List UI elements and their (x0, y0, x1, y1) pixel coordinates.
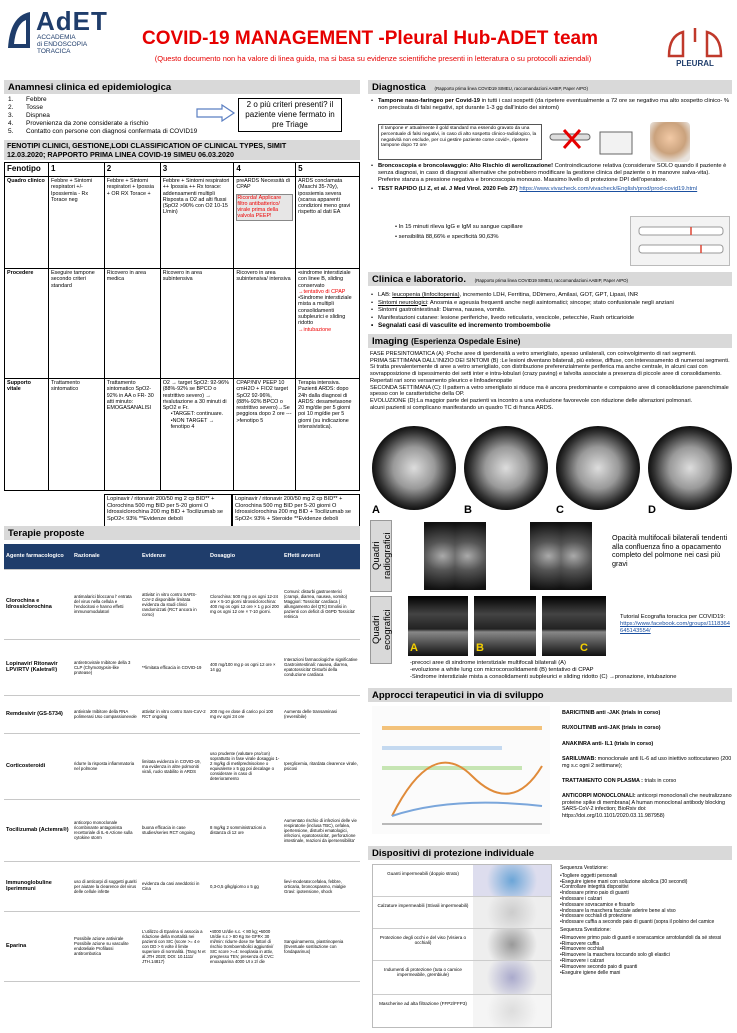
cell-text: preARDS Necessità di CPAP (236, 178, 291, 191)
logo-main: AdET (36, 6, 108, 36)
fenotipo-head: 3 (160, 163, 234, 177)
cell: antimalarici bloccano l' entrata del virus nella cellula e l'endocitosi e hanno effetti immunomodulatori (72, 569, 140, 639)
col-header: Razionale (72, 544, 140, 569)
cell: •4000 UI/die s.c. < 80 kg; •6000 UI/die s.c > 80 Kg Se GFR< 30 ml/min: ridurre dose Se fattori di rischio tromboembolici aggiuntivi/ SIC score >=4: neoplasia in attiv, pregresso TEV, presenza di CVC: enoxaparina 4000 UI x 2/ die (208, 911, 282, 981)
tampone-note: Il tampone e' attualmente il gold standard ma essendo gravato da una percentuale di falsi negativi, in caso di alto sospetto clinico-radiologico, la negatività non esclude, per cui gestire paziente come covid+, ripetere tampone dopo 72 ore (378, 124, 542, 160)
fenotipi-foot-right: Lopinavir / ritonavir 200/50 mg 2 cp BID** + Clorochina 500 mg BID per 5-20 giorni O Idrossiclorochina 200 mg BID + Tocilizumab se SpO2< 93% + Steroide **Evidenze deboli (232, 494, 360, 538)
cell-text: →intubazione (298, 326, 332, 333)
fenotipo-head: 1 (48, 163, 104, 177)
anamnesi-header: Anamnesi clinica ed epidemiologica (4, 80, 360, 94)
cell: 200 mg ev dose di carico poi 100 mg ev ogni 24 ore (208, 695, 282, 733)
svest-item: •Rimuovere la maschera toccando solo gli elastici (560, 952, 670, 959)
ct-image (648, 426, 732, 510)
ct-image (464, 426, 548, 510)
phase-a: FASE PRESINTOMATICA (A) :Poche aree di iperdensità a vetro smerigliato, spesso unilaterali, con coinvolgimento di rari segmenti. (370, 351, 697, 357)
phase-b: PRIMA SETTIMANA DALL'INIZIO DEI SINTOMI (B) :Le lesioni diventano bilaterali, più estese, diffuse, con interessamento di numerosi segmenti. Si tratta prevalentemente di aree a vetro smerigliato, con distribuzione preferenzialmente periferica ma anche centrale, in alcuni casi con sovrapposizione di ispessimento dei setti inter e intra-lobulari (crazy paving) e talvolta associate a presenza di piccole aree di consolidamento. Repertati rari sono versamento pleurico e linfoadenopatie (370, 357, 730, 384)
svest-item: •Rimuovere primo paio di guanti e sovracamice arrotolandoli da sé stessi (560, 934, 722, 941)
dpi-row: Indumenti di protezione (tuta o camice impermeabile, grembiule) (373, 961, 551, 995)
cell-text: •NON TARGET → fenotipo 4 (170, 417, 215, 431)
drug-name: Lopinavir/ Ritonavir LPV/RTV (Kaletra®) (4, 639, 72, 695)
vest-item: •Eseguire igiene mani con soluzione alcolica (30 secondi) (560, 878, 688, 885)
diagnostica-list-2 (370, 163, 730, 193)
eco-label: Quadri ecografici (371, 609, 393, 651)
reminder-text: Ricorda! Applicare filtro antibatterico/ virale prima della valvola PEEP! (237, 194, 282, 220)
phase-d: EVOLUZIONE (D):La maggior parte dei pazienti va incontro a una evoluzione favorevole con riduzione delle alterazioni polmonari. (370, 397, 693, 404)
cell: lievi-moderate:cefalea, febbre, orticaria, broncospasmo, mialgie Gravi: ipotensione, shock (282, 861, 360, 911)
cell-text: →tentativo di CPAP (298, 288, 346, 295)
list-item: • Manifestazioni cutanee: lesione periferiche, livedo reticularis, vescicole, petecchie, Rash orticarioide (370, 315, 732, 323)
approach-item: TRATTAMENTO CON PLASMA : trials in corso (562, 778, 677, 785)
fenotipi-title2: 12.03.2020; RAPPORTO PRIMA LINEA COVID-19 SIMEU 06.03.2020 (7, 150, 235, 159)
pleural-logo (664, 28, 726, 72)
table-row (4, 639, 360, 695)
fenotipi-foot-left: Lopinavir / ritonavir 200/50 mg 2 cp BID** + Clorochina 500 mg BID per 5-20 giorni O Idrossiclorochina 200 mg BID + Tocilizumab se SpO2< 93% **Evidenze deboli (104, 494, 232, 538)
table-row (4, 911, 360, 981)
list-item: • Broncoscopia e broncolavaggio: Alto Rischio di aerolizzazione! Controindicazione relativa (considerare SOLO quando il paziente è senza diagnosi, in caso di diagnosi alternative che potrebbero modificare la gestione clinica del paziente o in manovre salva-vita). Preferire stanza a pressione negativa e broncoscopia monouso. Massimo livello di protezione DPI dell'operatore. (370, 163, 730, 184)
drug-name: Tocilizumab (Actemra®) (4, 799, 72, 861)
fenotipi-title1: FENOTIPI CLINICI, GESTIONE,LODI CLASSIFICATION OF CLINICAL TYPES, SIMIT (7, 141, 287, 150)
gown-icon (473, 961, 551, 994)
vest-item: •Indossare i calzari (560, 895, 603, 902)
eco-description (410, 660, 734, 681)
cell (160, 379, 234, 491)
imaging-title: Imaging (372, 336, 409, 347)
cell: uso di anticorpi di soggetti guariti per aiutare la clearence del virus delle cellule infette (72, 861, 140, 911)
vest-item: •Indossare occhiali di protezione (560, 913, 632, 920)
cell: limitata evidenza in COVID-19, ma evidenza in altre polmoniti virali, ruolo stabilito in ARDS (140, 733, 208, 799)
approcci-figure (372, 706, 550, 834)
drug-name: Immunoglobuline Iperimmuni (4, 861, 72, 911)
cell: Trattamento sintomatico (48, 379, 104, 491)
anamnesi-item: 1. Febbre (8, 96, 47, 103)
cell-text: •Sindrome interstiziale mista a multipli consolidamenti subpleurici e sliding ridotto (298, 295, 352, 327)
fenotipi-table (4, 162, 360, 491)
col-header: Dosaggio (208, 544, 282, 569)
logo-sub3: TORACICA (37, 48, 71, 55)
ct-label: C (556, 504, 564, 516)
approach-item: SARILUMAB: monoclonale anti IL-6 ad uso iniettivo sottocutaneo (200 mg s.c ogni 2 settimane); (562, 756, 732, 769)
cell-text: •TARGET: continuare. (170, 411, 224, 418)
diagnostica-note: (Rapporto prima linea COVID19 SIMEU, raccomandazioni AABIP, Paper AIPO) (434, 86, 588, 91)
cell: Ricovero in area medica (104, 269, 160, 379)
gloves-icon (473, 865, 551, 896)
cell: Eseguire tampone secondo criteri standard (48, 269, 104, 379)
cell: antiretrovirale Inibitore della 3 CLP (Chymotrypsin-like protease) (72, 639, 140, 695)
table-row (5, 379, 360, 491)
cell: Febbre + Sintomi respiratori + Ipossia + OR RX Torace + (104, 177, 160, 269)
table-row (5, 269, 360, 379)
dpi-row: Calzature impermeabili (Stivali impermeabili) (373, 897, 551, 929)
vest-item: •Indossare la maschera facciale aderire bene al viso (560, 907, 676, 914)
cell-text: •sindrome interstiziale con linee B, sliding conservato (298, 270, 351, 289)
terapie-header: Terapie proposte (4, 526, 360, 540)
goggles-icon (473, 929, 551, 960)
cell: attivita' in vitro contro SARS-CoV-2 disponibile limitata evidenza da studi clinici randomizzati (RCT ancora in corso) (140, 569, 208, 639)
table-row (5, 177, 360, 269)
rapid-test-image (630, 216, 730, 266)
cell: 8 mg/kg 2 somministrazioni a distanza di 12 ore (208, 799, 282, 861)
cell: Trattamento sintomatico SpO2- 92% in AA o FR- 30 atti minuto: EMOGASANALISI (104, 379, 160, 491)
test-line: • sensibilità 88,66% e specificità 90,63% (395, 234, 499, 240)
us-image (542, 596, 606, 656)
dpi-table (372, 864, 552, 1028)
svest-item: •Rimuovere cuffia (560, 940, 600, 947)
cpap-reminder (236, 194, 293, 221)
cell (234, 177, 296, 269)
svest-item: •Rimuovere i calzari (560, 957, 605, 964)
drug-name: Remdesivir (GS-5734) (4, 695, 72, 733)
imaging-title2: (Esperienza Ospedale Esine) (411, 337, 521, 346)
cell: evidenza da casi aneddotici in Cina (140, 861, 208, 911)
vest-item: •Togliere oggetti personali (560, 872, 618, 879)
cell: anticorpo monoclonale ricombinante antagonista recettoriale di IL-6 Azione sulla cytokine storm (72, 799, 140, 861)
cell: CPAP/NIV PEEP 10 cmH2O + FIO2 target SpO2 92-96%, (88%-92% BPCO o restrittivo severo)→Se peggiora dopo 2 ore --->fenotipo 5 (234, 379, 296, 491)
vivacheck-link[interactable]: https://www.vivacheck.com/vivacheck/English/prod/prod-covid19.html (519, 186, 698, 192)
cell: Sanguinamento, piastrinopenia (Eventuale sostituzione con fondaparinux) (282, 911, 360, 981)
dpi-row: Mascherine ad alta filtrazione (FFP2/FFP3) (373, 995, 551, 1027)
svest-title: Sequenza Svestizione: (560, 926, 611, 933)
phase-ards: alcuni pazienti si complicano manifestando un quadro TC di franca ARDS. (370, 404, 554, 411)
approach-item: BARICITINIB anti -JAK (trials in corso) (562, 710, 661, 716)
boots-icon (473, 897, 551, 928)
swab-photo (650, 122, 690, 162)
table-row (4, 733, 360, 799)
svest-item: •Rimuovere secondo paio di guanti (560, 963, 638, 970)
cell: buona efficacia in case studies/series RCT ongoing (140, 799, 208, 861)
table-row (4, 544, 360, 569)
cell: Ricovero in area subintensiva/ intensiva (234, 269, 296, 379)
cell: Clorochina: 500 mg p os ogni 12-24 ore × 5-10 giorni Idrossiclorochina: 400 mg os ogni 12 ore × 1 g poi 200 mg os ogni 12 ore × 7-10 giorni. (208, 569, 282, 639)
cell-text: O2 → target SpO2: 92-96% (88%-92% se BPCO o restrittivo severo) → rivalutazione a 30 minuti di SpO2 e Fr. (162, 380, 229, 412)
dpi-sequence (560, 866, 732, 976)
eco-b: -evoluzione a white lung con microconsolidamenti (B) tentativo di CPAP (410, 667, 594, 673)
logo-sub1: ACCADEMIA (37, 34, 76, 41)
page-subtitle: (Questo documento non ha valore di linea guida, ma si basa su evidenze scientifiche presenti in letteratura o su protocolli aziendali) (154, 54, 592, 63)
diagnostica-header (368, 80, 732, 94)
vest-item: •Controllare integrità dispositivi (560, 884, 629, 891)
list-item: • Sintomi neurologici: Anosmia e ageusia frequenti anche negli asintomatici; sincope; stato confusionale negli anziani (370, 300, 732, 308)
facebook-link[interactable]: https://www.facebook.com/groups/1118364645143554/ (620, 621, 730, 634)
clinica-title: Clinica e laboratorio. (372, 274, 466, 285)
eco-label-letter: A (410, 642, 418, 654)
no-swab-icon (548, 128, 638, 158)
cell: Possibile azione antivirale Possibile azione su vasculite endoteliale Profilassi antitrombotica (72, 911, 140, 981)
ct-label: A (372, 504, 380, 516)
rx-label: Quadri radiografici (371, 532, 393, 580)
drug-name: Clorochina e Idrossiclorochina (4, 569, 72, 639)
phase-c: SECONDA SETTIMANA (C): Il pattern a vetro smerigliato si riduce ma è ancora predominante e compaiono aree di consolidazione parenchimale spesso con le caratteristiche della OP. (370, 384, 729, 398)
eco-label-box (370, 596, 392, 664)
cell (296, 269, 360, 379)
table-row (4, 695, 360, 733)
cell: antivirale Inibitore della RNA polimerasi Uso compassionevole (72, 695, 140, 733)
anamnesi-item: 2. Tosse (8, 104, 43, 111)
dpi-row: Protezione degli occhi e del viso (Visiera o occhiali) (373, 929, 551, 961)
list-item: • Segnalati casi di vasculite ed incremento tromboembolie (370, 322, 732, 330)
row-label: Quadro clinico (5, 177, 49, 269)
approach-item: RUXOLITINIB anti-JAK (trials in corso) (562, 725, 661, 732)
vest-title: Sequenza Vestizione: (560, 865, 609, 871)
table-row (4, 799, 360, 861)
test-line: • In 15 minuti rileva IgG e IgM su sangue capillare (395, 224, 523, 230)
cell: attivita' in vitro contro Sars-CoV-2 RCT ongoing (140, 695, 208, 733)
page-title: COVID-19 MANAGEMENT -Pleural Hub-ADET team (141, 28, 599, 49)
lungs-icon (665, 28, 725, 60)
fenotipi-header (4, 140, 360, 160)
approach-item: ANTICORPI MONOCLONALI: anticorpi monoclonali che neutralizzano proteine spike di membrana( A human monoclonal antibody blocking SARS-CoV-2 infection; BioRxiv doi: https://doi.org/10.1101/2020.03.11.987958) (562, 793, 732, 819)
test-tube-icon (548, 128, 638, 158)
arrow-right-icon (196, 104, 236, 122)
cell: Febbre + Sintomi respiratori +/- Ipossiemia - Rx Torace neg (48, 177, 104, 269)
vest-item: •Indossare primo paio di guanti (560, 890, 629, 897)
logo-sub2: di ENDOSCOPIA (37, 41, 88, 48)
eco-a: -precoci aree di sindrome interstiziale multifocali bilaterali (A) (410, 660, 566, 666)
adet-logo-icon (6, 10, 32, 50)
test-cassette-icon (631, 217, 731, 267)
ct-row (370, 424, 734, 520)
diagnostica-title: Diagnostica (372, 82, 426, 93)
rapid-test-info (395, 222, 575, 242)
mask-icon (473, 995, 551, 1027)
svest-item: •Rimuovere occhiali (560, 946, 605, 953)
cell: ARDS conclamata (Maschi 35-70y), ipossiemia severa (scarsa apparenti condizioni meno gravi rispetto al dati EA (296, 177, 360, 269)
list-item: • LAB: leucopenia (linfocitopenia), incremento LDH, Ferritina, DDimero, Amilasi, GOT, GPT, Lipasi, INR (370, 292, 732, 300)
xray-image (530, 522, 592, 590)
ct-label: B (464, 504, 472, 516)
tutorial-label: Tutorial Ecografia toracica per COVID19: (620, 614, 726, 620)
imaging-text (370, 351, 732, 411)
table-row (5, 163, 360, 177)
dpi-header: Dispositivi di protezione individuale (368, 846, 732, 860)
trial-timeline-figure (372, 706, 550, 834)
eco-c: -Sindrome interstiziale mista a consolidamenti subpleurici e sliding ridotto (C) →pronazione, intubazione (410, 674, 677, 680)
terapie-table (4, 544, 360, 982)
col-header: Evidenze (140, 544, 208, 569)
col-header: Effetti avversi (282, 544, 360, 569)
ct-image (556, 426, 640, 510)
cell: Interazioni farmacologiche significative Gastrointestinali: nausea, diarrea, epatotossicita' Disturbi della conduzione cardiaca (282, 639, 360, 695)
col-header: Agente farmacologico (4, 544, 72, 569)
adet-logo (6, 6, 110, 58)
row-label: Supporto vitale (5, 379, 49, 491)
vest-item: •Indossare cuffia a secondo paio di guanti (sopra il polsino del camice (560, 919, 715, 926)
fenotipo-head: 2 (104, 163, 160, 177)
cell: **limitata efficacia in COVID-19 (140, 639, 208, 695)
fenotipo-head: Fenotipo (5, 163, 49, 177)
fenotipo-head: 4 (234, 163, 296, 177)
drug-name: Eparina (4, 911, 72, 981)
cell: ridurre la risposta infiammatoria nel polmone (72, 733, 140, 799)
rx-description: Opacità multifocali bilaterali tendenti alla confluenza fino a opacamento completo del polmone nei casi più gravi (612, 533, 728, 568)
cell: Iperglicemia, ritardata clearence virale, psicosi (282, 733, 360, 799)
fenotipo-head: 5 (296, 163, 360, 177)
eco-tutorial (620, 614, 732, 635)
clinica-header (368, 272, 732, 286)
row-label: Procedere (5, 269, 49, 379)
cell: Terapia intensiva. Pazienti ARDS: dopo 24h dalla diagnosi di ARDS: desametasone 20 mg/die per 5 giorni poi 10 mg/die per 5 giorni (su indicazione intensivistica). (296, 379, 360, 491)
cell: uso prudente (valutare pro/con) soprattutto in fase virale dosaggio 1-2 mg/kg di metilprednisolone o equivalente x 5 gg poi decalage o considerare in caso di deterioramento (208, 733, 282, 799)
dpi-row: Guanti impermeabili (doppio strato) (373, 865, 551, 897)
cell: Aumentato rischio di infezioni delle vie respiratorie (inclusa TBC), cefalea, ipertensione, disturbi ematologici, infezioni, epatotossicita', perforazione intestinale, reazioni da ipersensibilita' (282, 799, 360, 861)
clinica-note: (Rapporto prima linea COVID19 SIMEU, raccomandazioni AABIP, Paper AIPO) (474, 278, 629, 283)
drug-name: Corticosteroidi (4, 733, 72, 799)
table-row (4, 861, 360, 911)
rx-label-box (370, 520, 392, 592)
eco-label-letter: B (476, 642, 484, 654)
svest-item: •Eseguire igiene delle mani (560, 969, 621, 976)
ct-image (372, 426, 456, 510)
ct-label: D (648, 504, 656, 516)
xray-image (424, 522, 486, 590)
cell: Comuni: disturbi gastroenterici (crampi, diarrea, nausea, vomito) Maggiori: Tossicita' cardiaca ( allungamento del QTc) Emolisi in pazienti con deficit di G6PD Tossicita' retinica (282, 569, 360, 639)
list-item: • Sintomi gastrointestinali: Diarrea, nausea, vomito. (370, 307, 732, 315)
cell: Ricovero in area subintensiva (160, 269, 234, 379)
clinica-list (370, 292, 732, 330)
approach-item: ANAKINRA anti- IL1 (trials in corso) (562, 740, 654, 747)
anamnesi-item: 5. Contatto con persone con diagnosi confermata di COVID19 (8, 128, 198, 135)
pleural-logo-text: PLEURAL (676, 59, 714, 68)
eco-label-letter: C (580, 642, 588, 654)
cell: Febbre + Sintomi respiratori ++ Ipossia ++ Rx torace: addensamenti multipli Risposta a O2 ad alti flussi (SpO2 >90% con O2 10-15 L/min) (160, 177, 234, 269)
cell: Aumento delle transaminasi (reversibile) (282, 695, 360, 733)
list-item: • Tampone naso-faringeo per Covid-19 in tutti i casi sospetti (da ripetere eventualmente a 72 ore se negativo ma alto sospetto clinico- % non precisata di falsi negativi, spt durante 1-3 gg dall'inizio dei sintomi) (370, 98, 730, 112)
vest-item: •Indossare sovracamice e fissarlo (560, 901, 635, 908)
cell: 400 mg/100 mg p os ogni 12 ore × 14 gg (208, 639, 282, 695)
cell: L'utilizzo di Eparina si associa a riduzione della mortalità nei pazienti con SIC (score >= 4 e con DD > 6 volte il limite superiore di normalità. (Tang N et al JTH 2020; DOI: 10.1111/ JTH.14817) (140, 911, 208, 981)
cell: 0,3-0,5 g/kg/giorno x 5 gg (208, 861, 282, 911)
anamnesi-item: 3. Dispnea (8, 112, 50, 119)
imaging-header (368, 334, 732, 348)
criteria-box: 2 o più criteri presenti? il paziente viene fermato in pre Triage (238, 98, 342, 132)
approcci-header: Approcci terapeutici in via di sviluppo (368, 688, 732, 702)
anamnesi-list (8, 96, 228, 136)
approcci-list (562, 710, 732, 819)
table-row (4, 569, 360, 639)
list-item: • TEST RAPIDO (LI Z, et al. J Med Virol. 2020 Feb 27) https://www.vivacheck.com/vivacheck/English/prod/prod-covid19.html (370, 186, 730, 193)
anamnesi-item: 4. Provenienza da zone considerate a rischio (8, 120, 149, 127)
diagnostica-list (370, 98, 730, 112)
